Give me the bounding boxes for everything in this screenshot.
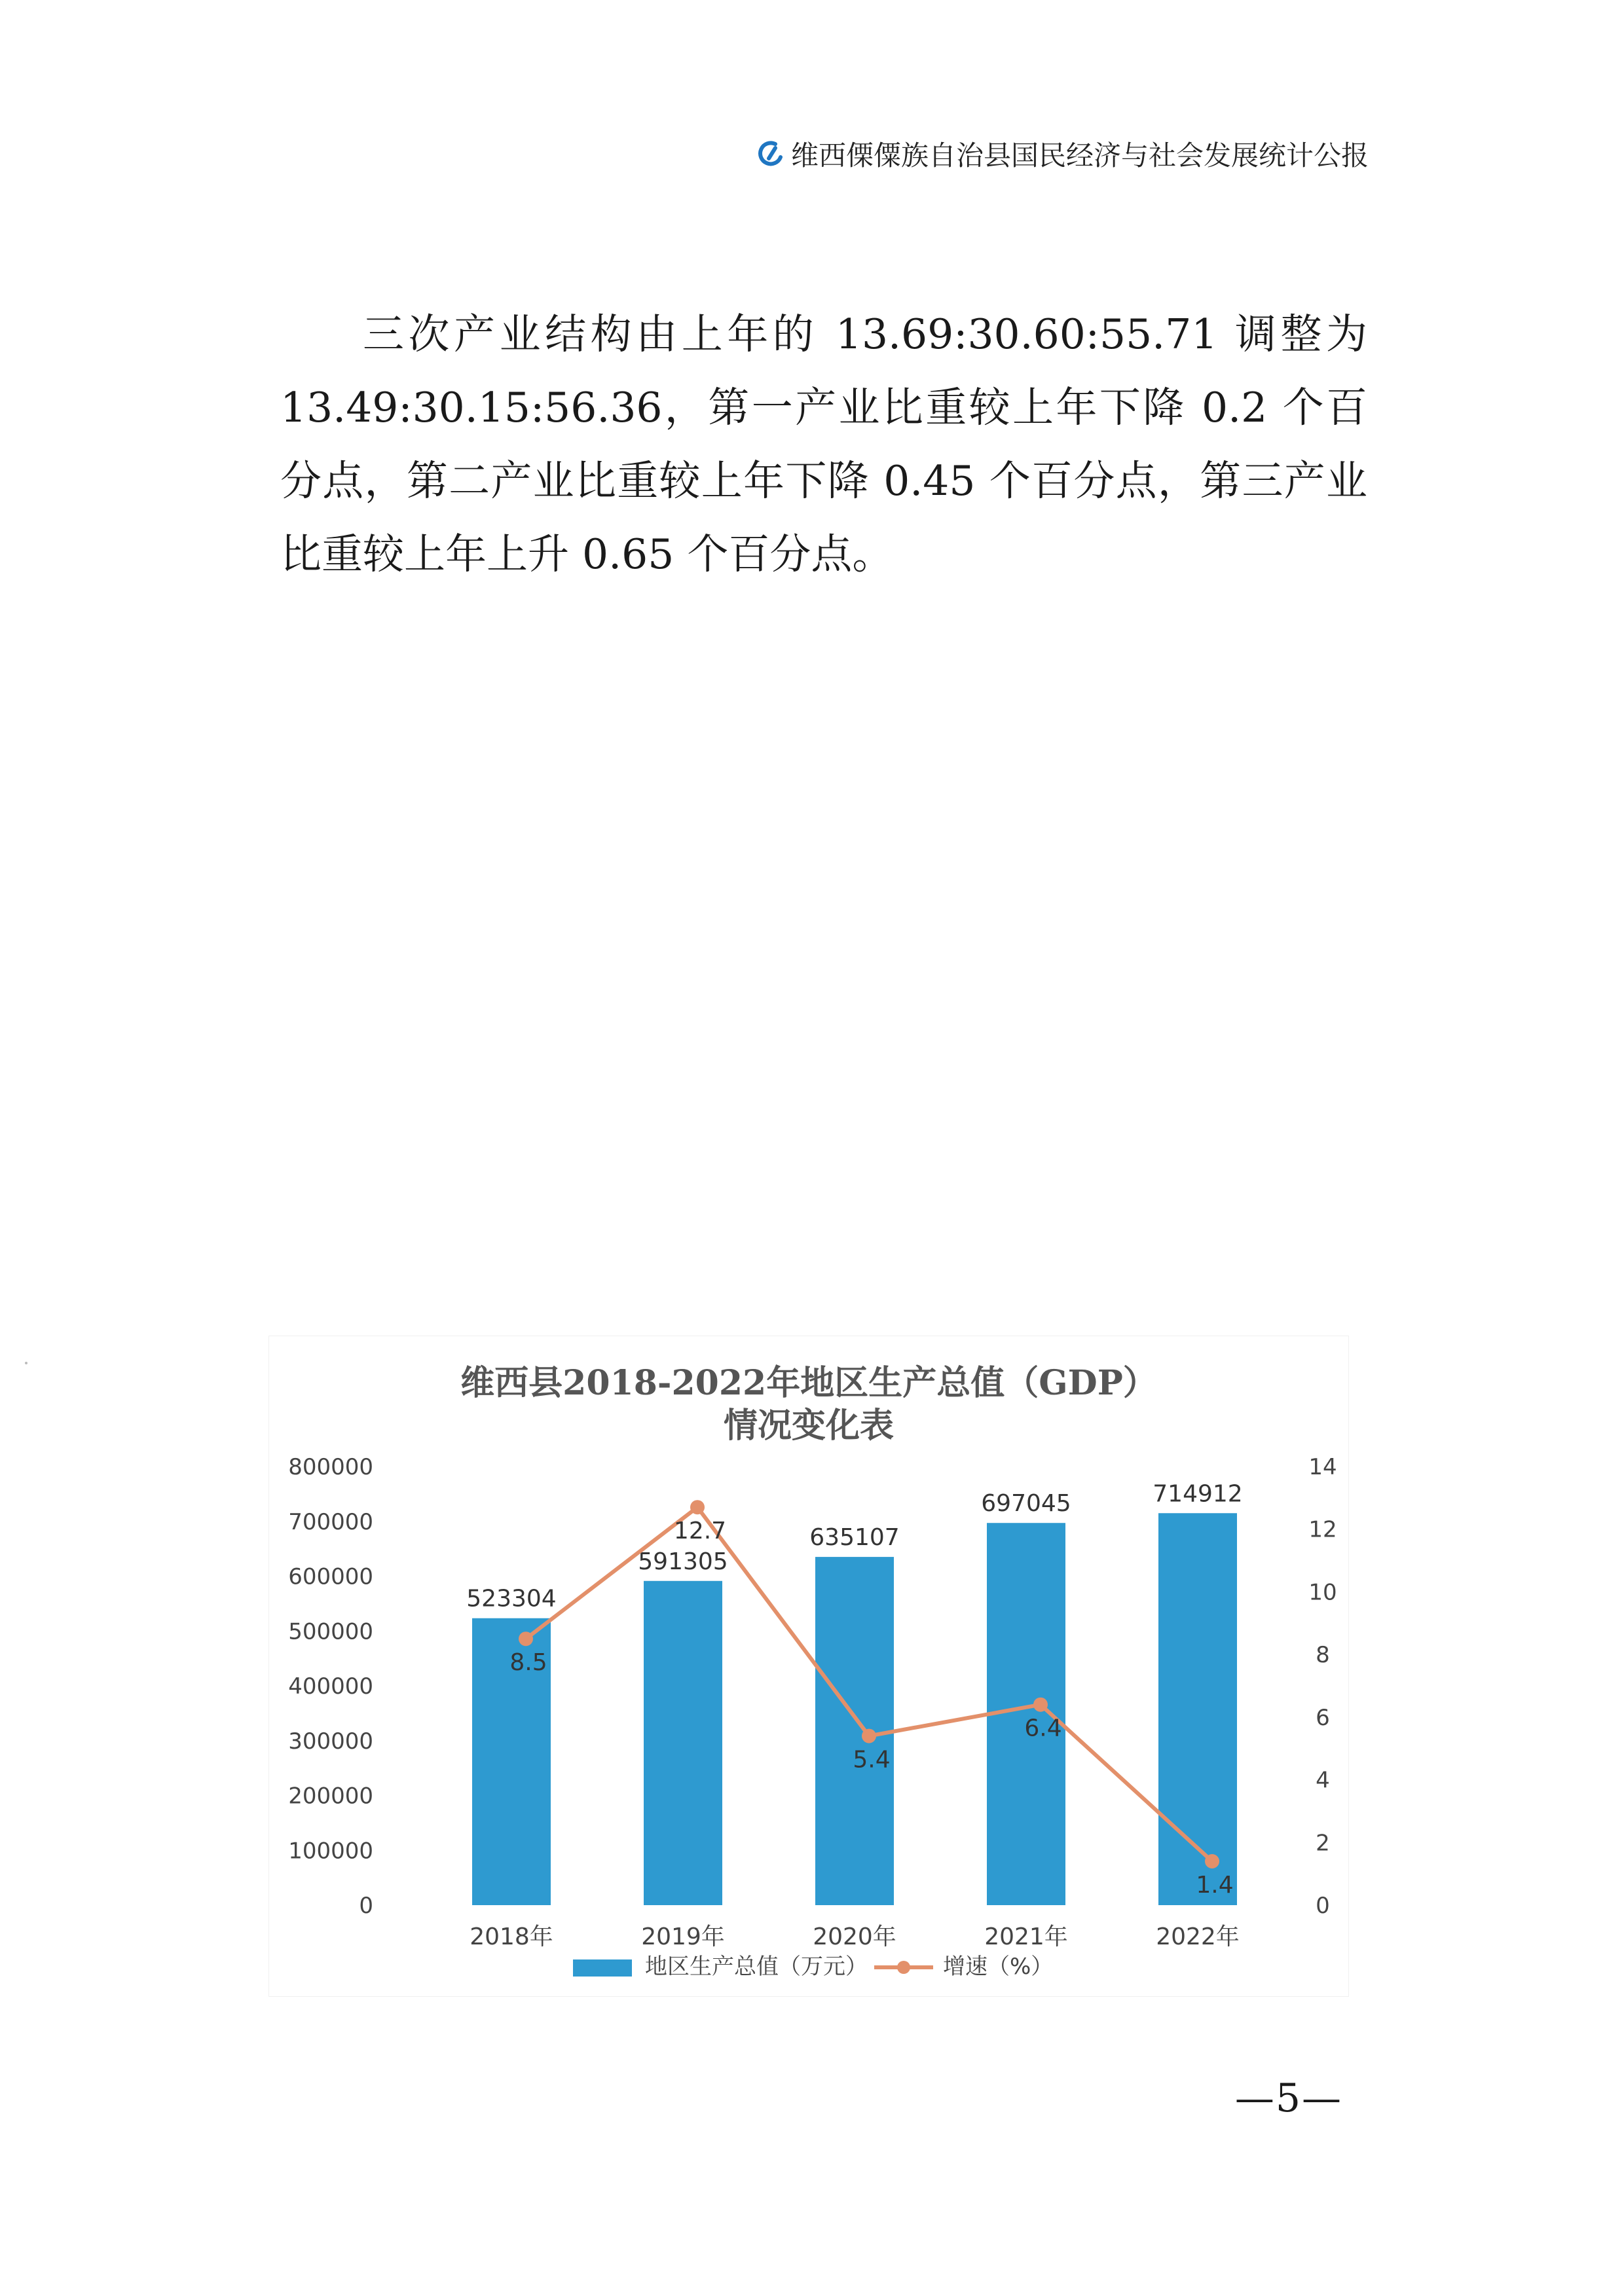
page-header (756, 134, 1369, 173)
y-axis-left (288, 1454, 373, 1919)
growth-point-2018年 (519, 1631, 533, 1646)
page-number: —5— (1234, 2075, 1342, 2121)
bar-label: 714912 (1153, 1480, 1243, 1508)
y-right-tick-label: 10 (1308, 1579, 1337, 1606)
growth-label: 12.7 (673, 1518, 727, 1545)
growth-point-2020年 (862, 1729, 876, 1743)
y-right-tick-label: 14 (1308, 1454, 1337, 1480)
legend-line-marker (897, 1961, 910, 1974)
growth-point-2022年 (1205, 1854, 1219, 1868)
bar-label: 591305 (638, 1548, 728, 1575)
x-tick-label: 2020年 (813, 1923, 896, 1950)
body-text (280, 298, 1367, 591)
growth-point-2019年 (690, 1500, 705, 1514)
x-tick-label: 2022年 (1156, 1923, 1240, 1950)
chart-legend (573, 1954, 1053, 1980)
y-left-tick-label: 400000 (288, 1673, 373, 1700)
gdp-chart (268, 1336, 1349, 1997)
scan-speck (25, 1362, 28, 1364)
y-left-tick-label: 300000 (288, 1728, 373, 1755)
y-right-tick-label: 0 (1316, 1893, 1330, 1919)
bar-label: 697045 (981, 1490, 1071, 1518)
legend-line-label: 增速（%） (943, 1954, 1054, 1980)
growth-label: 5.4 (853, 1746, 891, 1774)
legend-bar-label: 地区生产总值（万元） (645, 1954, 868, 1980)
growth-label: 1.4 (1196, 1872, 1234, 1899)
legend-bar-swatch (573, 1959, 632, 1977)
y-right-tick-label: 2 (1316, 1830, 1330, 1857)
y-right-tick-label: 6 (1316, 1704, 1330, 1731)
y-left-tick-label: 700000 (288, 1508, 373, 1535)
x-tick-label: 2019年 (641, 1923, 725, 1950)
chart-title-line2: 情况变化表 (723, 1406, 895, 1446)
growth-label: 6.4 (1024, 1715, 1062, 1742)
chart-title-line1: 维西县2018-2022年地区生产总值（GDP） (460, 1363, 1157, 1403)
growth-label: 8.5 (509, 1649, 547, 1677)
y-left-tick-label: 100000 (288, 1838, 373, 1865)
header-title: 维西傈僳族自治县国民经济与社会发展统计公报 (790, 139, 1369, 172)
stats-logo-icon (756, 139, 786, 169)
bar-2020年 (815, 1557, 894, 1905)
bar-label: 635107 (809, 1524, 900, 1552)
y-right-tick-label: 12 (1308, 1516, 1337, 1543)
y-left-tick-label: 0 (359, 1893, 373, 1919)
gdp-chart-svg (268, 1336, 1349, 1997)
y-right-tick-label: 4 (1316, 1767, 1330, 1794)
x-tick-label: 2021年 (984, 1923, 1068, 1950)
bar-2019年 (644, 1581, 722, 1905)
y-right-tick-label: 8 (1316, 1642, 1330, 1669)
x-tick-label: 2018年 (470, 1923, 553, 1950)
growth-point-2021年 (1033, 1698, 1048, 1712)
y-left-tick-label: 500000 (288, 1618, 373, 1645)
bar-label: 523304 (466, 1585, 557, 1613)
y-left-tick-label: 200000 (288, 1783, 373, 1810)
structure-paragraph: 三次产业结构由上年的 13.69:30.60:55.71 调整为 13.49:30.15:56.36，第一产业比重较上年下降 0.2 个百分点，第二产业比重较上年下降 0.45 个百分点，第三产业比重较上年上升 0.65 个百分点。 (280, 310, 1367, 578)
y-left-tick-label: 600000 (288, 1563, 373, 1590)
y-left-tick-label: 800000 (288, 1454, 373, 1480)
